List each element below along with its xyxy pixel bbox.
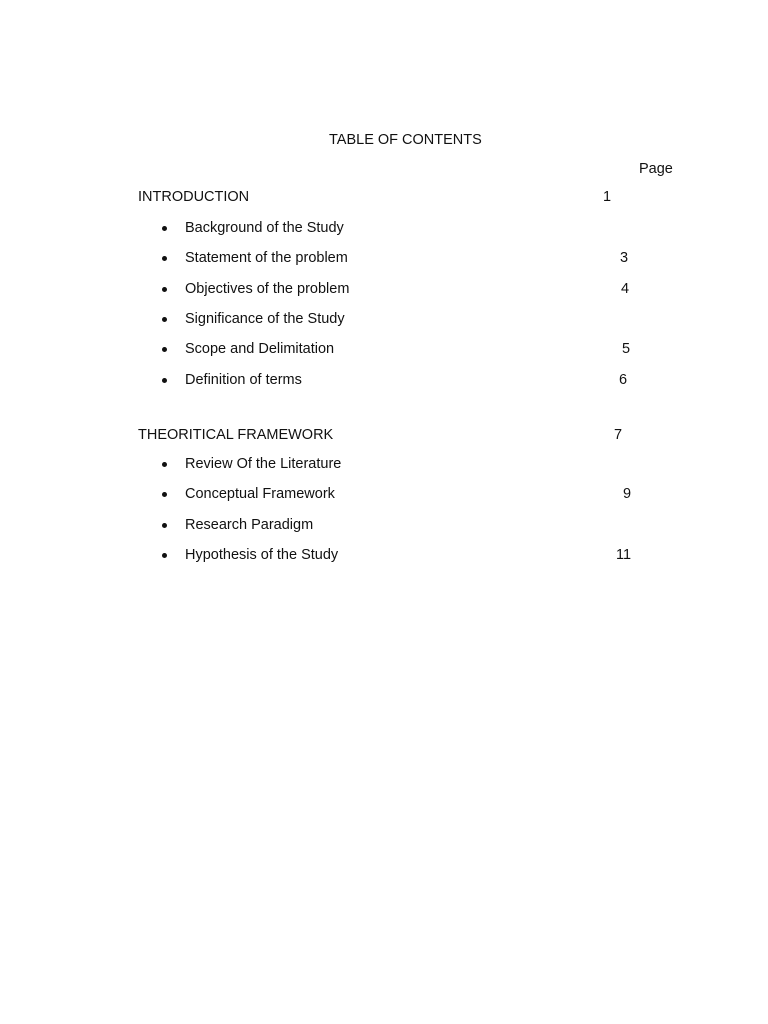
section-heading-introduction: INTRODUCTION bbox=[138, 189, 250, 205]
toc-title: TABLE OF CONTENTS bbox=[329, 132, 482, 148]
bullet-icon bbox=[162, 492, 167, 497]
bullet-icon bbox=[162, 462, 167, 467]
toc-item-page: 4 bbox=[621, 281, 630, 297]
toc-item-page: 5 bbox=[622, 341, 631, 357]
toc-item-page: 9 bbox=[623, 486, 632, 502]
toc-item-page: 3 bbox=[620, 250, 629, 266]
toc-item-label: Scope and Delimitation bbox=[185, 341, 335, 357]
toc-item-label: Conceptual Framework bbox=[185, 486, 335, 502]
toc-item-label: Definition of terms bbox=[185, 372, 302, 388]
bullet-icon bbox=[162, 317, 167, 322]
bullet-icon bbox=[162, 378, 167, 383]
toc-item-label: Review Of the Literature bbox=[185, 456, 342, 472]
toc-item-page: 6 bbox=[619, 372, 628, 388]
bullet-icon bbox=[162, 226, 167, 231]
bullet-icon bbox=[162, 523, 167, 528]
toc-item-label: Objectives of the problem bbox=[185, 281, 350, 297]
toc-item-label: Hypothesis of the Study bbox=[185, 547, 339, 563]
toc-item-label: Background of the Study bbox=[185, 220, 344, 236]
toc-item-label: Research Paradigm bbox=[185, 517, 314, 533]
toc-item-label: Significance of the Study bbox=[185, 311, 345, 327]
bullet-icon bbox=[162, 287, 167, 292]
section-page-number: 1 bbox=[603, 189, 612, 205]
section-page-number: 7 bbox=[614, 427, 623, 443]
bullet-icon bbox=[162, 347, 167, 352]
bullet-icon bbox=[162, 553, 167, 558]
page-column-header: Page bbox=[639, 161, 673, 177]
toc-item-label: Statement of the problem bbox=[185, 250, 348, 266]
bullet-icon bbox=[162, 256, 167, 261]
section-heading-theoritical-framework: THEORITICAL FRAMEWORK bbox=[138, 427, 334, 443]
toc-item-page: 11 bbox=[616, 547, 632, 563]
